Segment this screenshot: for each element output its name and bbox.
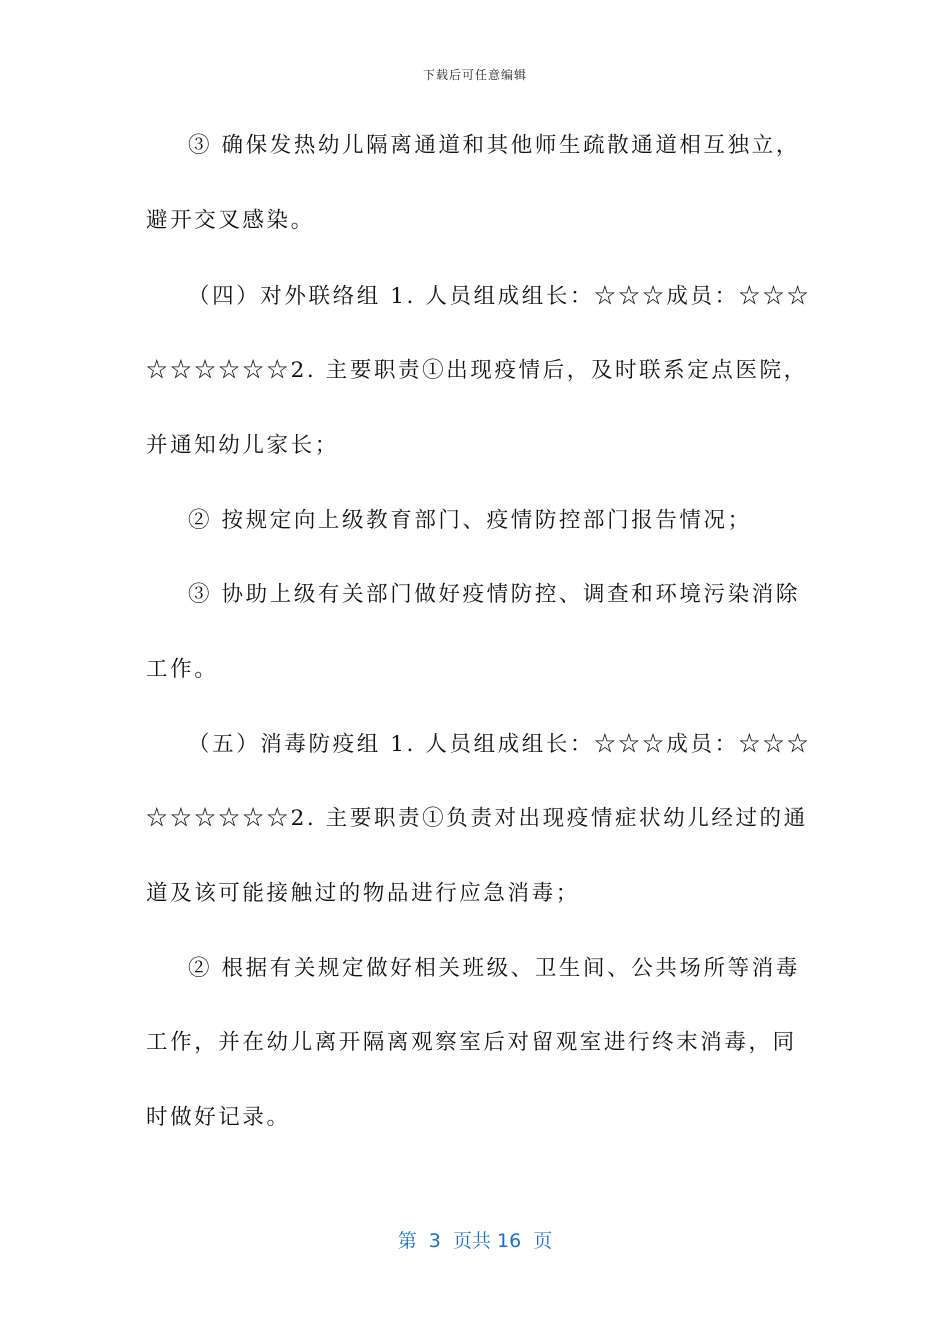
- paragraph-line: 避开交叉感染。: [146, 208, 315, 233]
- paragraph-line: 工作。: [146, 657, 219, 682]
- page-number-footer: 第 3 页共 16 页: [397, 1230, 553, 1252]
- paragraph-line: ③ 协助上级有关部门做好疫情防控、调查和环境污染消除: [188, 582, 800, 607]
- paragraph-line: （四）对外联络组 1. 人员组成组长：☆☆☆成员：☆☆☆: [188, 284, 811, 309]
- paragraph-line: 道及该可能接触过的物品进行应急消毒；: [146, 881, 580, 906]
- paragraph-line: 工作，并在幼儿离开隔离观察室后对留观室进行终末消毒，同: [146, 1030, 797, 1055]
- paragraph-line: ☆☆☆☆☆☆2. 主要职责①负责对出现疫情症状幼儿经过的通: [146, 806, 808, 831]
- paragraph-line: ☆☆☆☆☆☆2. 主要职责①出现疫情后，及时联系定点医院，: [146, 358, 808, 383]
- paragraph-line: ② 按规定向上级教育部门、疫情防控部门报告情况；: [188, 508, 752, 533]
- page-header: 下载后可任意编辑: [422, 68, 527, 82]
- paragraph-line: 时做好记录。: [146, 1105, 291, 1130]
- paragraph-line: （五）消毒防疫组 1. 人员组成组长：☆☆☆成员：☆☆☆: [188, 732, 811, 757]
- paragraph-line: ② 根据有关规定做好相关班级、卫生间、公共场所等消毒: [188, 956, 800, 981]
- paragraph-line: ③ 确保发热幼儿隔离通道和其他师生疏散通道相互独立，: [188, 133, 800, 158]
- paragraph-line: 并通知幼儿家长；: [146, 433, 339, 458]
